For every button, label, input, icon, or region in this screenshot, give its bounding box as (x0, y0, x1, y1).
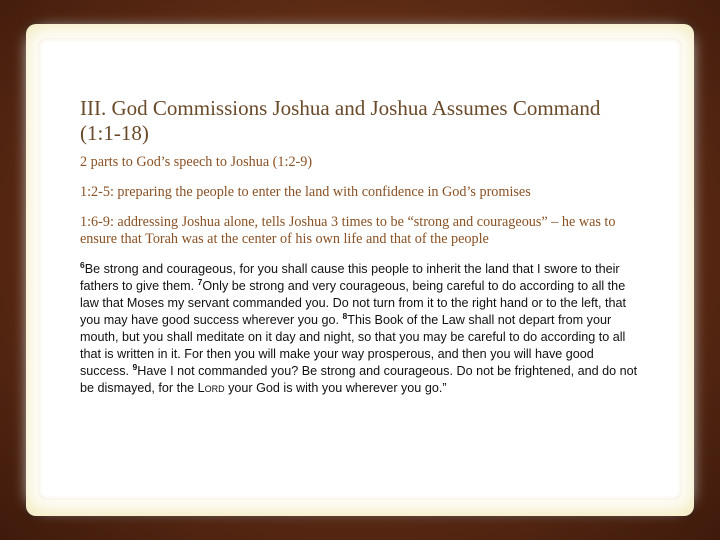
verse-8-text: This Book of the Law shall not depart from your mouth, but you shall meditate on it day and night, so that you may be careful to do according to all that is written in it. For then you will make your way prosperous, and then you will have good success. (80, 313, 626, 378)
verse-number-9: 9 (132, 361, 138, 372)
bullet-preparing-people: 1:2-5: preparing the people to enter the land with confidence in God’s promises (80, 184, 531, 200)
verse-6-text: Be strong and courageous, for you shall cause this people to inherit the land that I swore to their fathers to give them. (80, 262, 620, 293)
slide-content (80, 96, 640, 397)
verse-number-7: 7 (197, 276, 203, 287)
lord-smallcaps: Lord (197, 381, 225, 395)
verse-number-8: 8 (342, 310, 348, 321)
verse-9-text: Have I not commanded you? Be strong and courageous. Do not be frightened, and do not be dismayed, for the (80, 364, 638, 395)
verse-9-end: your God is with you wherever you go.” (224, 381, 447, 395)
slide-title: III. God Commissions Joshua and Joshua Assumes Command (1:1-18) (80, 96, 601, 145)
bullet-addressing-joshua: 1:6-9: addressing Joshua alone, tells Joshua 3 times to be “strong and courageous” – he was to ensure that Torah was at the center of his own life and that of the people (80, 214, 616, 247)
verse-7-text: Only be strong and very courageous, being careful to do according to all the law that Moses my servant commanded you. Do not turn from it to the right hand or to the left, that you may have good success wherever you go. (80, 279, 626, 327)
bullet-speech-parts: 2 parts to God’s speech to Joshua (1:2-9) (80, 154, 313, 170)
scripture-passage (80, 261, 640, 397)
verse-number-6: 6 (80, 259, 85, 270)
